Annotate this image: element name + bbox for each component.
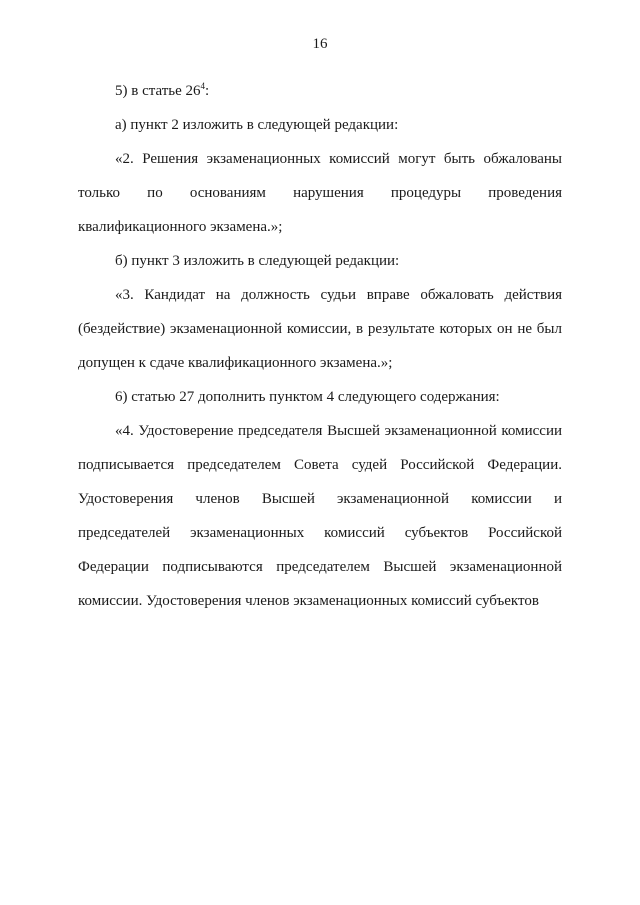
item-point-4-text: «4. Удостоверение председателя Высшей экзаменационной комиссии подписывается председателем Совета судей Российской Федерации. Удостоверения членов Высшей экзаменационной комиссии и председателей экзаменационных комиссий субъектов Российской Федерации подписываются председателем Высшей экзаменационной комиссии. Удостоверения членов экзаменационных комиссий субъектов xyxy=(78,423,562,609)
page-number: 16 xyxy=(312,36,328,52)
superscript: 4 xyxy=(200,81,206,91)
item-article-26: 5) в статье $26^4$: xyxy=(115,81,210,99)
item-point-2-text: «2. Решения экзаменационных комиссий могут быть обжалованы только по основаниям нарушения процедуры проведения квалификационного экзамена.»; xyxy=(78,151,562,235)
item-article-27: 6) статью 27 дополнить пунктом 4 следующего содержания: xyxy=(115,389,500,405)
item-point-3-heading: б) пункт 3 изложить в следующей редакции: xyxy=(115,253,400,269)
document-body xyxy=(78,74,562,618)
item-point-2-heading: а) пункт 2 изложить в следующей редакции: xyxy=(115,117,399,133)
item-point-3-text: «3. Кандидат на должность судьи вправе обжаловать действия (бездействие) экзаменационной комиссии, в результате которых он не был допущен к сдаче квалификационного экзамена.»; xyxy=(78,287,562,371)
